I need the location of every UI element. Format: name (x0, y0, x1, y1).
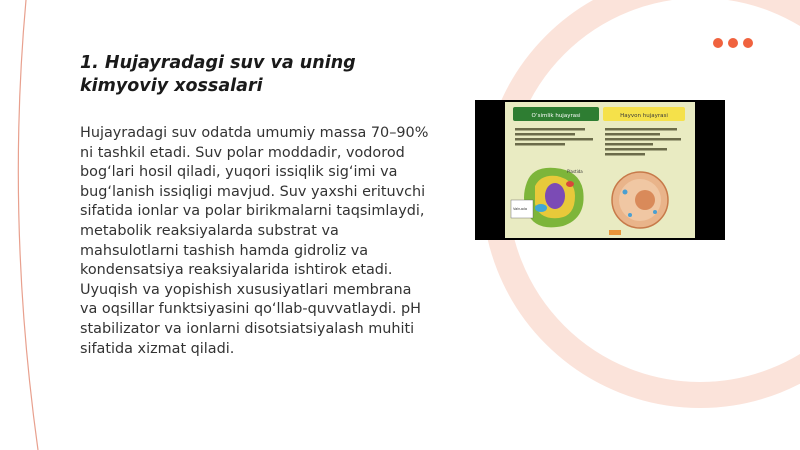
slide-title: 1. Hujayradagi suv va uning kimyoviy xossalari (80, 53, 356, 96)
left-accent-line (18, 0, 38, 450)
slide-body-text: Hujayradagi suv odatda umumiy massa 70–90% ni tashkil etadi. Suv polar moddadir, vodorod bog‘lari hosil qiladi, yuqori issiqlik sig‘imi va bug‘lanish issiqligi mavjud. Suv yaxshi erituvchi sifatida ionlar va polar birikmalarni taqsimlaydi, metabolik reaksiyalarda substrat va mahsulotlarni tashish hamda gidroliz va kondensatsiya reaksiyalarida ishtirok etadi. Uyuqish va yopishish xususiyatlari membrana va oqsillar funktsiyasini qo‘llab-quvvatlaydi. pH stabilizator va ionlarni disotsiatsiyalash muhiti sifatida xizmat qiladi. (80, 125, 429, 357)
decorative-dots (713, 38, 753, 48)
animal-cell-header-text: Hayvon hujayrasi (620, 113, 668, 119)
animal-cell-pointer (609, 230, 621, 235)
cell-diagram-illustration (475, 100, 725, 240)
decorative-dot (743, 38, 753, 48)
decorative-dot (713, 38, 723, 48)
plant-cell-drawing (524, 168, 584, 228)
cell-comparison-image (475, 100, 725, 240)
animal-cell-drawing (612, 172, 668, 228)
plant-cell-label: Plastida (567, 169, 583, 174)
decorative-dot (728, 38, 738, 48)
plant-cell-header-text: O‘simlik hujayrasi (531, 113, 581, 119)
callout-label: Vakuola (513, 207, 528, 211)
